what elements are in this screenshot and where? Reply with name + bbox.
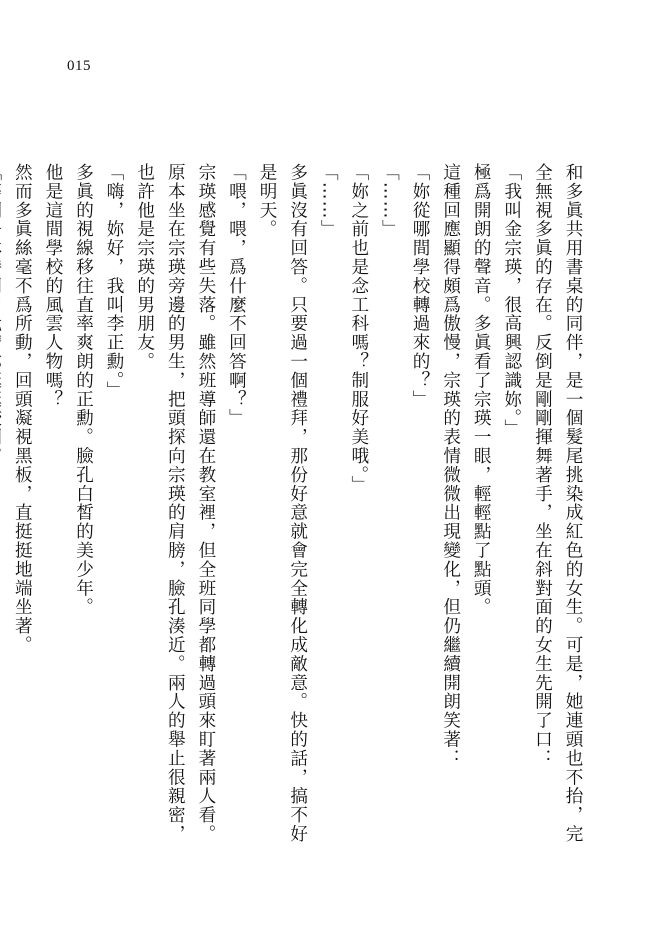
paragraph: 他是這間學校的風雲人物嗎？ [42, 163, 63, 409]
paragraph: 原本坐在宗瑛旁邊的男生，把頭探向宗瑛的肩膀，臉孔湊近。兩人的舉止很親密，也許他是宗瑛的男朋友。 [134, 163, 186, 844]
paragraph: 「妳從哪間學校轉過來的？」 [410, 163, 431, 409]
paragraph: 這種回應顯得頗爲傲慢，宗瑛的表情微微出現變化，但仍繼續開朗笑著： [440, 163, 461, 768]
paragraph: 「我叫金宗瑛，很高興認識妳。」 [501, 163, 522, 438]
paragraph: 「妳之前也是念工科嗎？制服好美哦。」 [348, 163, 369, 495]
paragraph: 宗瑛感覺有些失落。雖然班導師還在教室裡，但全班同學都轉過頭來盯著兩人看。 [195, 163, 216, 844]
paragraph: 多眞的視線移往直率爽朗的正勳。臉孔白皙的美少年。 [73, 163, 94, 617]
page-number: 015 [67, 58, 91, 74]
paragraph: 多眞沒有回答。只要過一個禮拜，那份好意就會完全轉化成敵意。快的話，搞不好是明天。 [257, 163, 308, 844]
paragraph: 極爲開朗的聲音。多眞看了宗瑛一眼，輕輕點了點頭。 [471, 163, 492, 617]
paragraph [0, 163, 7, 853]
paragraph: 「……」 [318, 163, 339, 239]
paragraph: 「嗨，妳好，我叫李正勳。」 [104, 163, 125, 400]
paragraph: 「……」 [379, 163, 400, 239]
body-text [12, 163, 588, 853]
paragraph: 然而多眞絲毫不爲所動，回頭凝視黑板，直挺挺地端坐著。 [12, 163, 33, 655]
paragraph: 和多眞共用書桌的同伴，是一個髮尾挑染成紅色的女生。可是，她連頭也不抬，完全無視多眞的存在。反倒是剛剛揮舞著手，坐在斜對面的女生先開了口： [532, 163, 583, 844]
paragraph: 「喂，喂，爲什麼不回答啊？」 [226, 163, 247, 428]
